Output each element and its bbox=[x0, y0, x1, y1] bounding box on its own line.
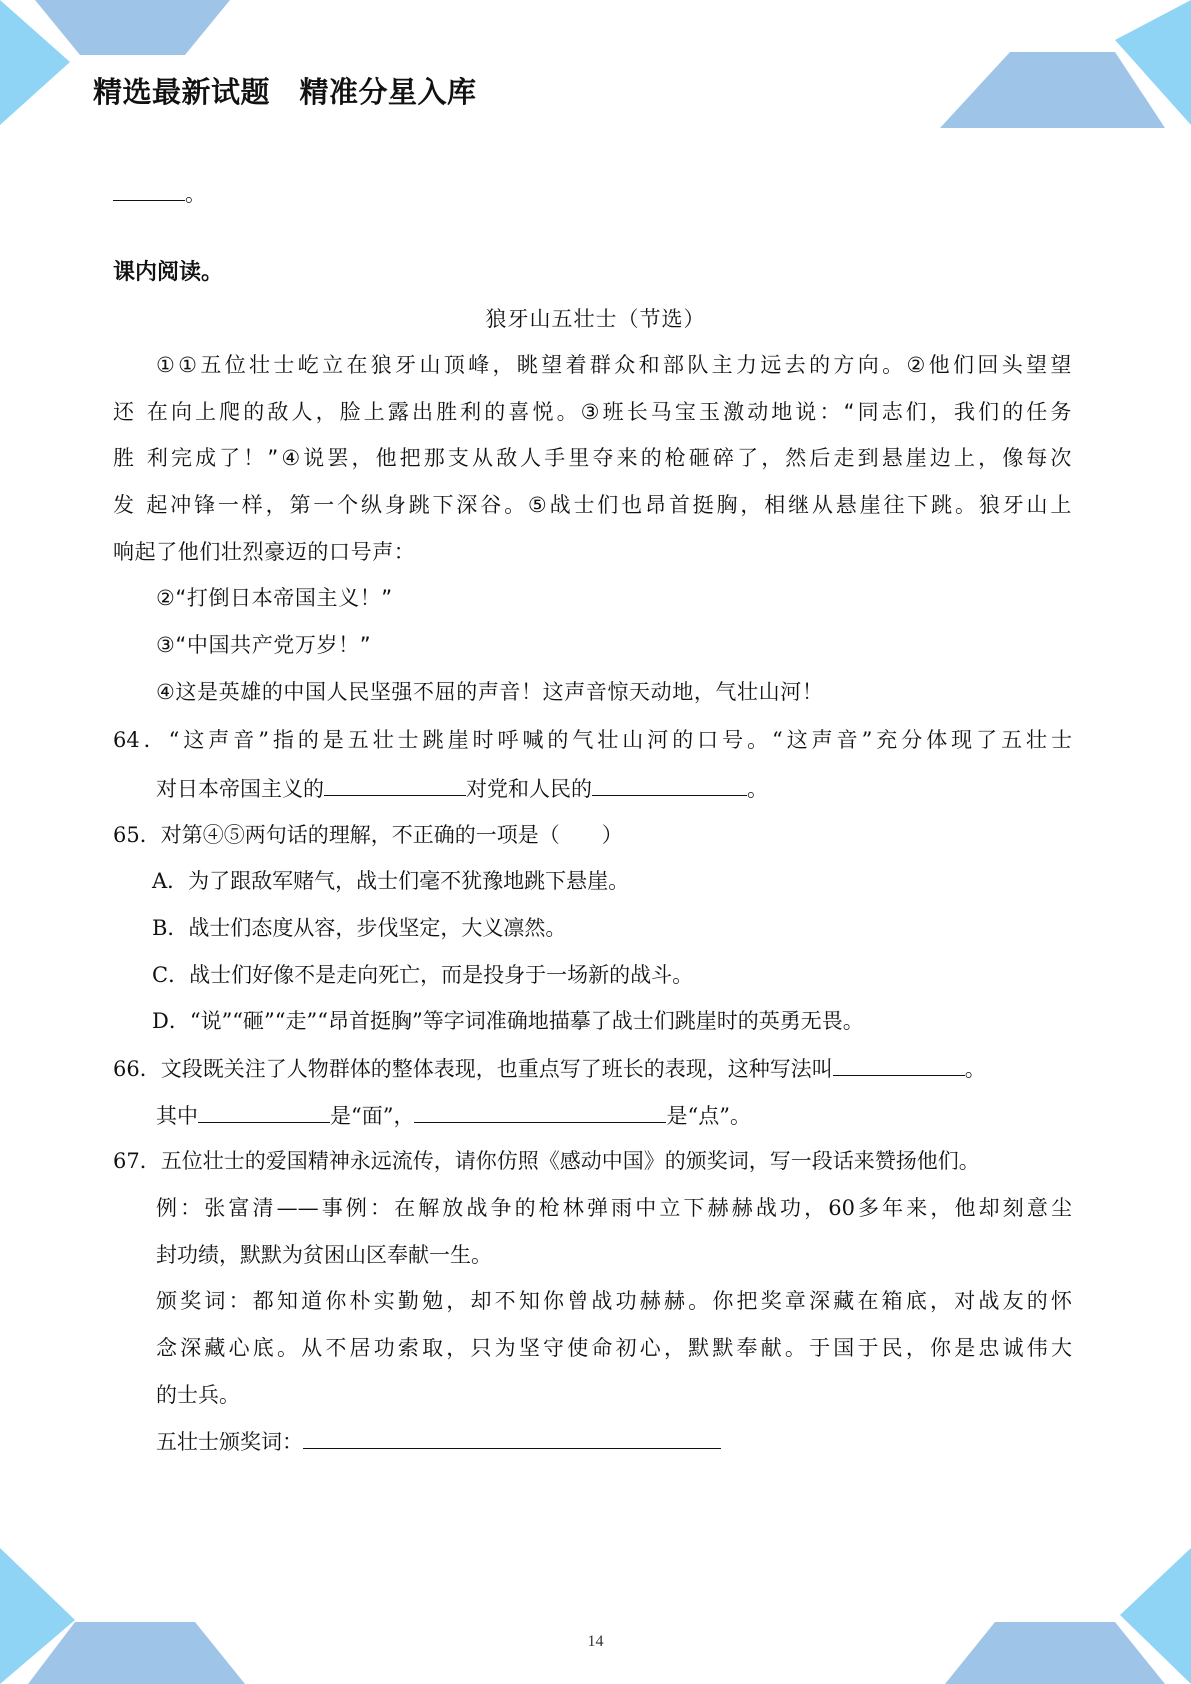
q66-line-2: 其中 是“面”， 是“点”。 bbox=[156, 1100, 751, 1131]
top-right-triangle bbox=[1115, 0, 1191, 125]
slogan-3: ④这是英雄的中国人民坚强不屈的声音！这声音惊天动地，气壮山河！ bbox=[156, 680, 824, 704]
q65-stem: 65．对第④⑤两句话的理解，不正确的一项是（ ） bbox=[113, 823, 623, 847]
bottom-right-trapezoid bbox=[945, 1622, 1165, 1684]
top-left-trapezoid bbox=[35, 0, 230, 55]
q64-line-1: 64．“这声音”指的是五壮士跳崖时呼喊的气壮山河的口号。“这声音”充分体现了五壮士 bbox=[113, 728, 1072, 752]
q65-option-d: D．“说”“砸”“走”“昂首挺胸”等字词准确地描摹了战士们跳崖时的英勇无畏。 bbox=[152, 1009, 864, 1033]
q67-award-line-3: 的士兵。 bbox=[156, 1383, 240, 1407]
passage-line-1: ①①五位壮士屹立在狼牙山顶峰，眺望着群众和部队主力远去的方向。②他们回头望望 bbox=[156, 353, 1072, 377]
passage-title: 狼牙山五壮士（节选） bbox=[485, 307, 706, 331]
q67-award-line-1: 颁奖词：都知道你朴实勤勉，却不知你曾战功赫赫。你把奖章深藏在箱底，对战友的怀 bbox=[156, 1289, 1072, 1313]
header-title: 精选最新试题 精准分星入库 bbox=[93, 75, 477, 109]
bottom-left-trapezoid bbox=[28, 1622, 245, 1684]
q65-option-a: A．为了跟敌军赌气，战士们毫不犹豫地跳下悬崖。 bbox=[152, 869, 630, 893]
q64-line-2: 对日本帝国主义的 对党和人民的 。 bbox=[156, 773, 768, 804]
page-number: 14 bbox=[587, 1633, 604, 1650]
q65-option-b: B．战士们态度从容，步伐坚定，大义凛然。 bbox=[152, 916, 567, 940]
q67-example-line-2: 封功绩，默默为贫困山区奉献一生。 bbox=[156, 1243, 492, 1267]
top-left-triangle bbox=[0, 0, 70, 125]
bottom-left-triangle bbox=[0, 1548, 75, 1684]
top-right-trapezoid bbox=[940, 52, 1165, 128]
top-fragment: 。 bbox=[113, 178, 206, 209]
answer-blank bbox=[592, 773, 747, 796]
passage-line-2: 还 在向上爬的敌人，脸上露出胜利的喜悦。③班长马宝玉激动地说：“同志们，我们的任务 bbox=[113, 400, 1072, 424]
answer-blank bbox=[303, 1426, 721, 1449]
slogan-1: ②“打倒日本帝国主义！” bbox=[156, 586, 393, 610]
section-heading: 课内阅读。 bbox=[113, 260, 224, 285]
answer-blank bbox=[198, 1100, 330, 1123]
q67-stem: 67．五位壮士的爱国精神永远流传，请你仿照《感动中国》的颁奖词，写一段话来赞扬他们。 bbox=[113, 1149, 980, 1173]
q67-answer-line: 五壮士颁奖词： bbox=[156, 1426, 721, 1457]
q67-example-line-1: 例：张富清——事例：在解放战争的枪林弹雨中立下赫赫战功，60多年来，他却刻意尘 bbox=[156, 1196, 1072, 1220]
passage-line-5: 响起了他们壮烈豪迈的口号声： bbox=[113, 540, 416, 564]
q65-option-c: C．战士们好像不是走向死亡，而是投身于一场新的战斗。 bbox=[152, 963, 694, 987]
slogan-2: ③“中国共产党万岁！” bbox=[156, 633, 372, 657]
passage-line-3: 胜 利完成了！”④说罢，他把那支从敌人手里夺来的枪砸碎了，然后走到悬崖边上，像每次 bbox=[113, 446, 1072, 470]
answer-blank bbox=[414, 1100, 666, 1123]
bottom-right-triangle bbox=[1120, 1548, 1191, 1684]
passage-line-4: 发 起冲锋一样，第一个纵身跳下深谷。⑤战士们也昂首挺胸，相继从悬崖往下跳。狼牙山上 bbox=[113, 493, 1072, 517]
answer-blank bbox=[833, 1053, 965, 1076]
q66-line-1: 66．文段既关注了人物群体的整体表现，也重点写了班长的表现，这种写法叫 。 bbox=[113, 1053, 986, 1084]
answer-blank bbox=[113, 178, 185, 201]
q67-award-line-2: 念深藏心底。从不居功索取，只为坚守使命初心，默默奉献。于国于民，你是忠诚伟大 bbox=[156, 1336, 1072, 1360]
answer-blank bbox=[324, 773, 466, 796]
